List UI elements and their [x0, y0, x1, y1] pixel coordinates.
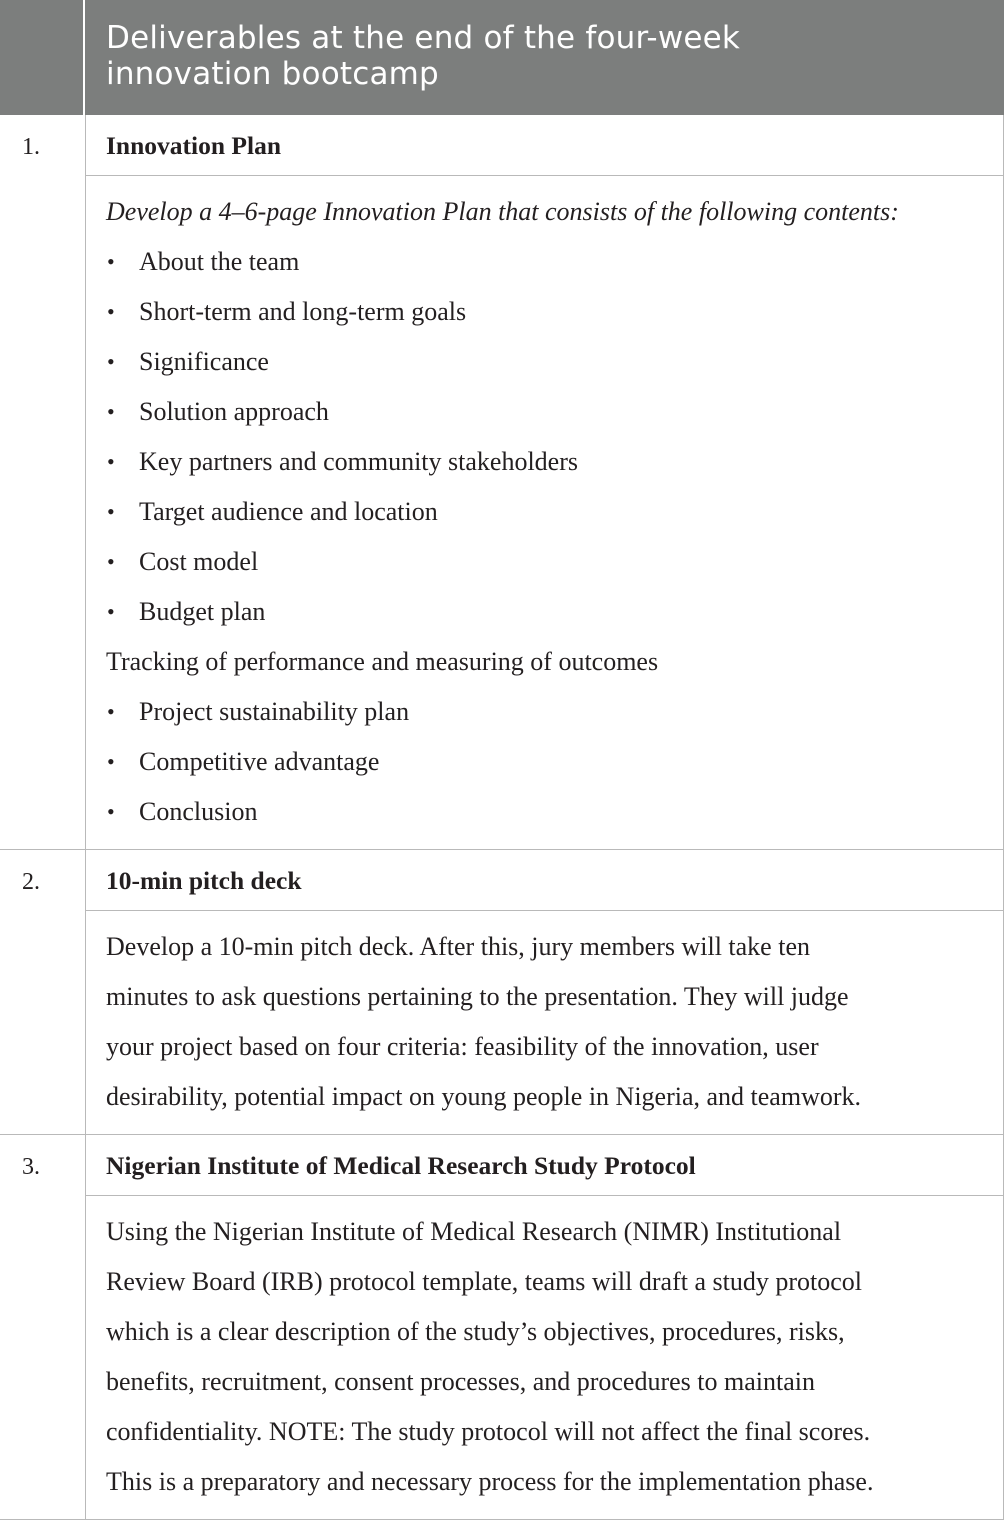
list-item: • Conclusion [106, 787, 1003, 837]
list-item: • Target audience and location [106, 487, 1003, 537]
body-line: Develop a 10-min pitch deck. After this, jury members will take ten [106, 932, 810, 961]
body-line: This is a preparatory and necessary process for the implementation phase. [106, 1467, 874, 1496]
section-intro: Develop a 4–6-page Innovation Plan that consists of the following contents: [106, 197, 899, 226]
section-title: 10-min pitch deck [86, 850, 1003, 911]
bullet-list-contents [106, 237, 1003, 637]
list-item: • Short-term and long-term goals [106, 287, 1003, 337]
section-body [86, 1196, 1003, 1519]
list-item: • Key partners and community stakeholders [106, 437, 1003, 487]
plain-line: Tracking of performance and measuring of outcomes [106, 647, 659, 676]
list-item: • Budget plan [106, 587, 1003, 637]
body-line: your project based on four criteria: feasibility of the innovation, user [106, 1032, 819, 1061]
list-item: • Significance [106, 337, 1003, 387]
body-line: Using the Nigerian Institute of Medical Research (NIMR) Institutional [106, 1217, 842, 1246]
section-number: 3. [0, 1135, 86, 1519]
body-line: minutes to ask questions pertaining to the presentation. They will judge [106, 982, 849, 1011]
body-line: benefits, recruitment, consent processes, and procedures to maintain [106, 1367, 815, 1396]
list-item: • Project sustainability plan [106, 687, 1003, 737]
section-number: 1. [0, 115, 86, 849]
section-title: Innovation Plan [86, 115, 1003, 176]
body-line: desirability, potential impact on young people in Nigeria, and teamwork. [106, 1082, 862, 1111]
section-study-protocol [0, 1135, 1004, 1520]
list-item: • Cost model [106, 537, 1003, 587]
table-title-line-2: innovation bootcamp [106, 56, 439, 92]
table-title [85, 0, 1004, 115]
body-line: which is a clear description of the study’s objectives, procedures, risks, [106, 1317, 845, 1346]
section-body [86, 911, 1003, 1134]
list-item: • Solution approach [106, 387, 1003, 437]
section-body [86, 176, 1003, 849]
list-item: • Competitive advantage [106, 737, 1003, 787]
section-title: Nigerian Institute of Medical Research Study Protocol [86, 1135, 1003, 1196]
section-pitch-deck [0, 850, 1004, 1135]
body-line: confidentiality. NOTE: The study protocol will not affect the final scores. [106, 1417, 871, 1446]
section-innovation-plan [0, 115, 1004, 850]
table-header [0, 0, 1004, 115]
header-number-cell [0, 0, 85, 115]
section-number: 2. [0, 850, 86, 1134]
list-item: • About the team [106, 237, 1003, 287]
body-line: Review Board (IRB) protocol template, teams will draft a study protocol [106, 1267, 862, 1296]
table-title-line-1: Deliverables at the end of the four-week [106, 20, 741, 56]
bullet-list-contents-continued [106, 687, 1003, 837]
